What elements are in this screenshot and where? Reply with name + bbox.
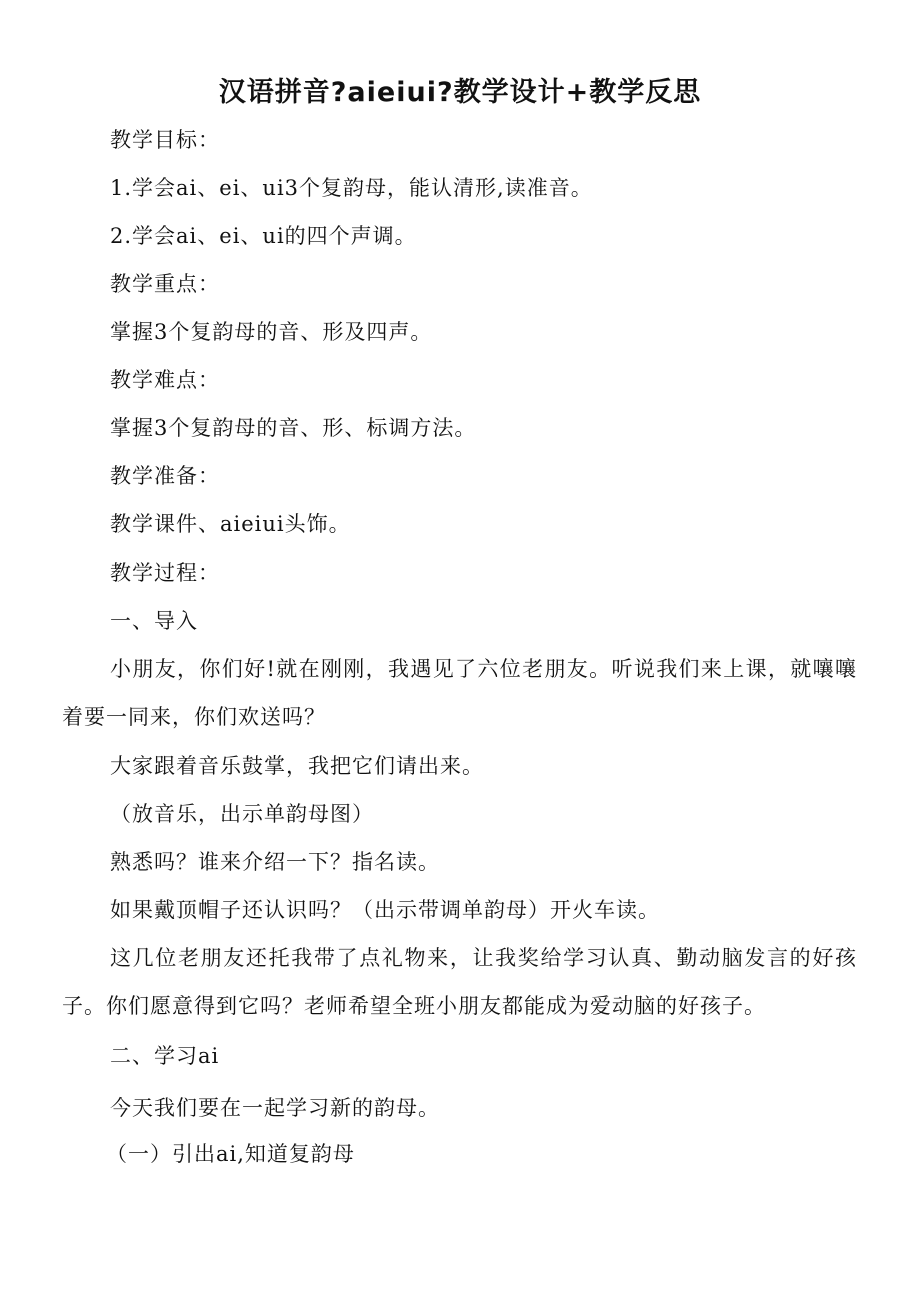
section-intro: 一、导入 [110,609,198,633]
document-title: 汉语拼音?aieiui?教学设计+教学反思 [218,77,702,108]
paragraph-gifts: 这几位老朋友还托我带了点礼物来，让我奖给学习认真、勤动脑发言的好孩子。你们愿意得到它吗？老师希望全班小朋友都能成为爱动脑的好孩子。 [62,946,857,1018]
heading-preparation: 教学准备： [110,464,220,488]
heading-objectives: 教学目标： [110,128,220,152]
preparation-text: 教学课件、aieiui头饰。 [110,512,351,536]
difficulties-text: 掌握3个复韵母的音、形、标调方法。 [110,416,477,440]
section-learn-ai: 二、学习ai [110,1044,220,1068]
heading-difficulties: 教学难点： [110,368,220,392]
paragraph-greeting: 小朋友，你们好!就在刚刚，我遇见了六位老朋友。听说我们来上课，就嚷嚷着要一同来，你们欢送吗？ [62,657,857,729]
subsection-intro-ai: （一）引出ai,知道复韵母 [106,1142,355,1166]
heading-key-points: 教学重点： [110,272,220,296]
line-new-finals: 今天我们要在一起学习新的韵母。 [110,1096,440,1120]
objective-1: 1.学会ai、ei、ui3个复韵母，能认清形,读准音。 [110,176,593,200]
line-hats: 如果戴顶帽子还认识吗？（出示带调单韵母）开火车读。 [110,898,660,922]
line-show-chart: （放音乐，出示单韵母图） [110,802,374,826]
line-music: 大家跟着音乐鼓掌，我把它们请出来。 [110,754,484,778]
line-familiar: 熟悉吗？谁来介绍一下？指名读。 [110,850,440,874]
objective-2: 2.学会ai、ei、ui的四个声调。 [110,224,417,248]
heading-process: 教学过程： [110,561,220,585]
key-points-text: 掌握3个复韵母的音、形及四声。 [110,320,433,344]
